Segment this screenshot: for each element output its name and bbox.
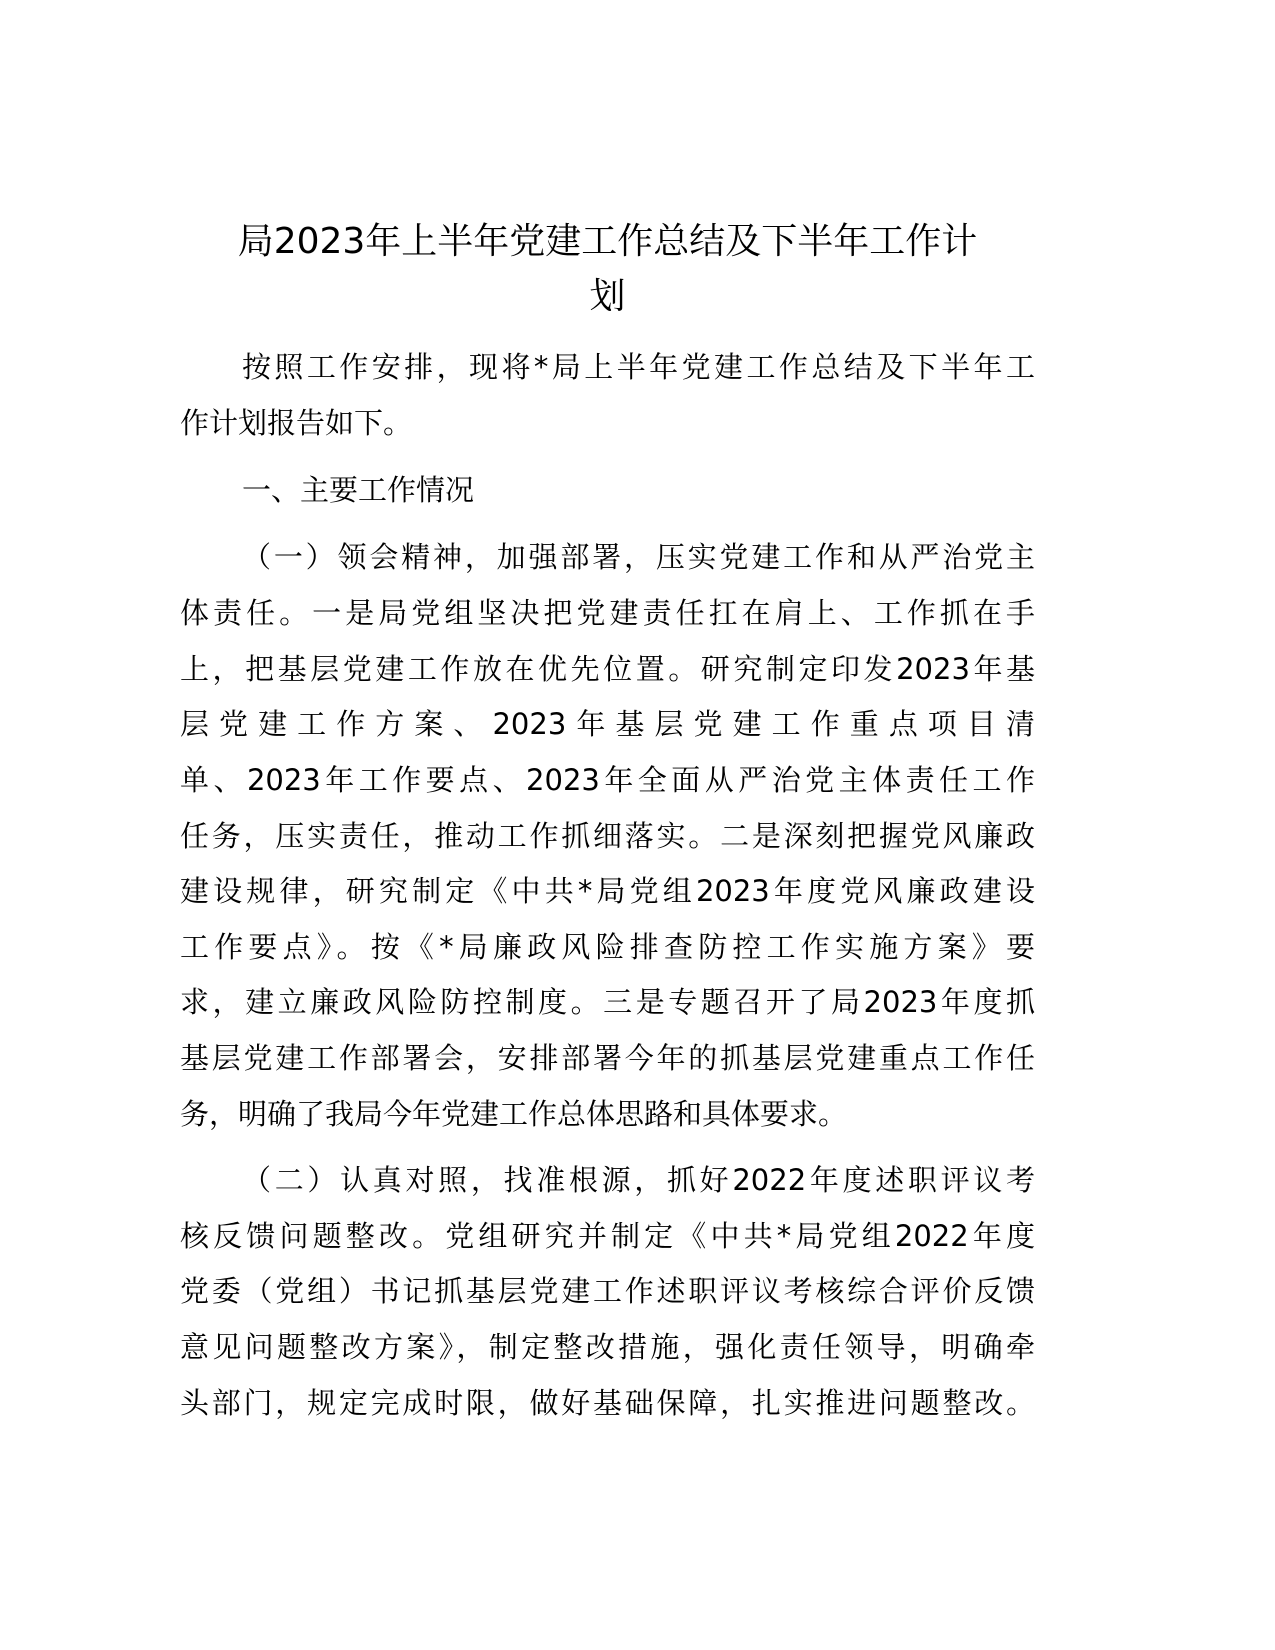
document-title-line-2: 划 xyxy=(589,276,626,317)
paragraph-2-line-4: 意见问题整改方案》，制定整改措施，强化责任领导，明确牵 xyxy=(180,1330,1035,1364)
paragraph-1-line-8: 工作要点》。按《*局廉政风险排查防控工作实施方案》要 xyxy=(180,930,1035,964)
paragraph-1-line-5: 单、2023年工作要点、2023年全面从严治党主体责任工作 xyxy=(180,763,1035,797)
paragraph-1-line-4: 层党建工作方案、2023年基层党建工作重点项目清 xyxy=(180,707,1035,741)
intro-line-1: 按照工作安排，现将*局上半年党建工作总结及下半年工 xyxy=(242,350,1035,384)
paragraph-2-line-2: 核反馈问题整改。党组研究并制定《中共*局党组2022年度 xyxy=(180,1219,1035,1253)
paragraph-1-line-6: 任务，压实责任，推动工作抓细落实。二是深刻把握党风廉政 xyxy=(180,819,1035,853)
paragraph-1-line-10: 基层党建工作部署会，安排部署今年的抓基层党建重点工作任 xyxy=(180,1041,1035,1075)
paragraph-1-line-9: 求，建立廉政风险防控制度。三是专题召开了局2023年度抓 xyxy=(180,985,1035,1019)
paragraph-1-line-11: 务，明确了我局今年党建工作总体思路和具体要求。 xyxy=(180,1097,848,1131)
paragraph-1-line-1: （一）领会精神，加强部署，压实党建工作和从严治党主 xyxy=(242,540,1035,574)
paragraph-2-line-1: （二）认真对照，找准根源，抓好2022年度述职评议考 xyxy=(242,1163,1035,1197)
paragraph-2-line-5: 头部门，规定完成时限，做好基础保障，扎实推进问题整改。 xyxy=(180,1386,1035,1420)
paragraph-2-line-3: 党委（党组）书记抓基层党建工作述职评议考核综合评价反馈 xyxy=(180,1274,1035,1308)
document-title-line-1: 局2023年上半年党建工作总结及下半年工作计 xyxy=(237,221,978,262)
intro-line-2: 作计划报告如下。 xyxy=(180,406,413,440)
paragraph-1-line-2: 体责任。一是局党组坚决把党建责任扛在肩上、工作抓在手 xyxy=(180,596,1035,630)
paragraph-1-line-7: 建设规律，研究制定《中共*局党组2023年度党风廉政建设 xyxy=(180,874,1035,908)
section-heading: 一、主要工作情况 xyxy=(242,473,475,507)
paragraph-1-line-3: 上，把基层党建工作放在优先位置。研究制定印发2023年基 xyxy=(180,652,1035,686)
